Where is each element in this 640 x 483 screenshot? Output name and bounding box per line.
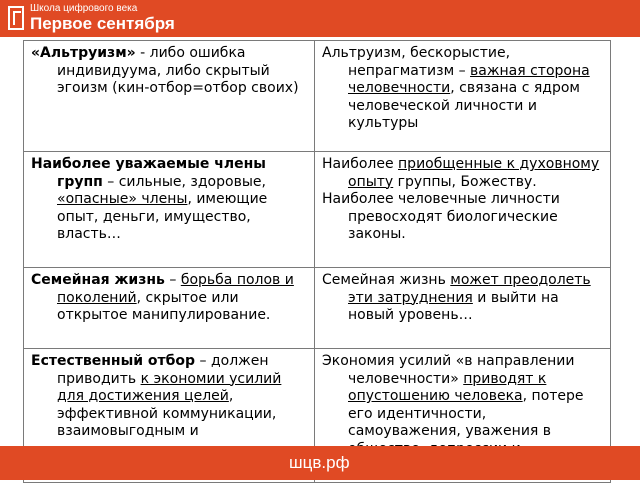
cell-text: , имеющие опыт, деньги, имущество, власть… [57, 191, 268, 242]
cell-text: Экономия усилий «в направлении человечности» [322, 353, 575, 387]
brand-subtitle: Школа цифрового века [30, 3, 138, 14]
cell-text: и выйти на новый уровень… [348, 289, 559, 323]
table-cell-right [315, 152, 611, 268]
site-label: шцв.рф [289, 453, 350, 472]
underlined-phrase: приводят к опустошению человека [348, 370, 547, 404]
cell-text: Наиболее [322, 156, 399, 172]
underlined-phrase: приобщенные к духовному опыту [348, 156, 600, 190]
cell-text: , эффективной коммуникации, взаимовыгодным и [57, 388, 277, 439]
cell-text: Семейная жизнь [322, 272, 451, 288]
table-cell-right [315, 41, 611, 152]
cell-text: Альтруизм, бескорыстие, непрагматизм – [322, 45, 511, 79]
term: «Альтруизм» [31, 45, 136, 61]
cell-text: - либо ошибка индивидуума, либо скрытый эгоизм (кин-отбор=отбор своих) [57, 45, 299, 96]
term: Наиболее уважаемые члены групп [31, 156, 266, 190]
underlined-phrase: важная сторона человечности [348, 62, 590, 96]
table-cell-right [315, 268, 611, 349]
table-cell-left [24, 268, 315, 349]
cell-text: , скрытое или открытое манипулирование. [57, 289, 271, 323]
cell-text: – должен приводить [57, 353, 269, 387]
cell-text: Наиболее человечные личности превосходят биологические законы. [322, 191, 560, 242]
cell-text: группы, Божеству. [393, 173, 537, 190]
table-cell-left [24, 152, 315, 268]
cell-text: – [164, 272, 181, 288]
footer-bar [0, 446, 640, 480]
cell-text: , потере его идентичности, самоуважения, уважения в [348, 388, 584, 439]
cell-text: , связана с ядром человеческой личности и культуры [348, 80, 580, 131]
header-bar [0, 0, 640, 37]
table-row [24, 152, 611, 268]
table-row [24, 268, 611, 349]
underlined-phrase: борьба полов и поколений [57, 272, 294, 306]
term: Семейная жизнь [31, 272, 165, 288]
brand-title: Первое сентября [30, 14, 175, 33]
underlined-phrase: к экономии усилий для достижения целей [57, 370, 282, 404]
comparison-table [23, 40, 611, 483]
term: Естественный отбор [31, 353, 196, 369]
underlined-phrase: может преодолеть эти затруднения [348, 272, 591, 306]
underlined-phrase: «опасные» члены [57, 191, 188, 207]
table-cell-left [24, 41, 315, 152]
cell-text: – сильные, здоровые, [102, 173, 266, 190]
logo-icon [8, 6, 24, 30]
table-row [24, 41, 611, 152]
